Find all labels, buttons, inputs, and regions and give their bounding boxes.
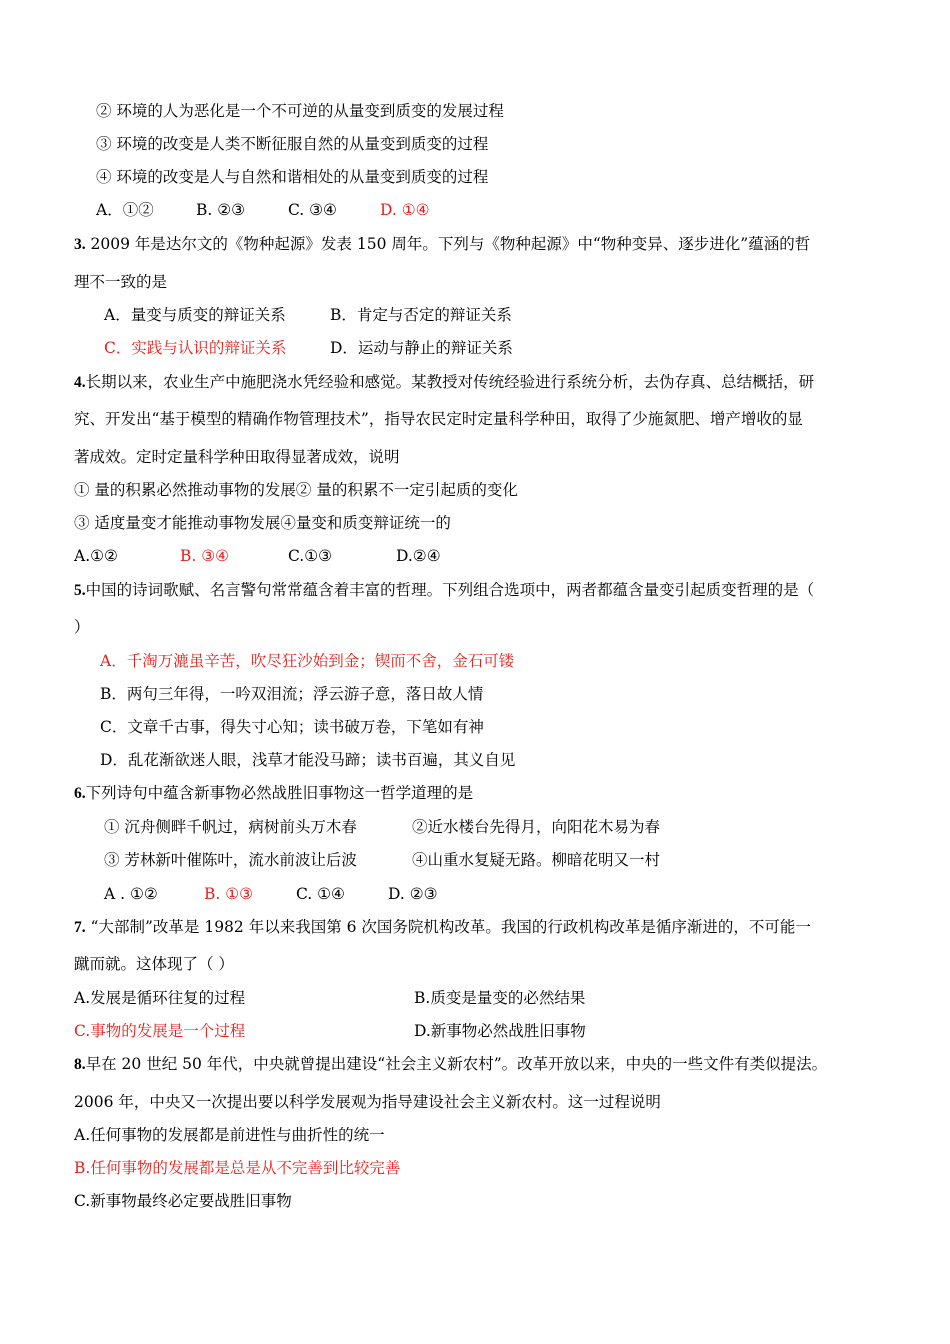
q6-stem: 6.下列诗句中蕴含新事物必然战胜旧事物这一哲学道理的是	[74, 784, 474, 802]
q6-option-a: A . ①②	[104, 885, 158, 903]
q6-option-d: D. ②③	[388, 885, 438, 903]
q2-options	[96, 200, 496, 220]
q7-option-d: D.新事物必然战胜旧事物	[414, 1022, 586, 1040]
q4-options	[74, 546, 574, 566]
q7-option-a: A.发展是循环往复的过程	[74, 989, 246, 1007]
q8-option-b-answer: B.任何事物的发展都是总是从不完善到比较完善	[74, 1159, 401, 1177]
q8-stem-line1: 8.早在 20 世纪 50 年代，中央就曾提出建设“社会主义新农村”。改革开放以来，中央的一些文件有类似提法。	[74, 1055, 828, 1073]
q2-option-a: A．①②	[96, 201, 154, 219]
q8-option-a: A.任何事物的发展都是前进性与曲折性的统一	[74, 1126, 385, 1144]
q5-option-b: B．两句三年得，一吟双泪流；浮云游子意，落日故人情	[100, 685, 484, 703]
q4-option-a: A.①②	[74, 547, 118, 565]
q2-item-4: ④ 环境的改变是人与自然和谐相处的从量变到质变的过程	[96, 168, 489, 186]
q3-options-row1	[104, 305, 604, 325]
q6-options	[104, 884, 504, 904]
q6-item-2: ②近水楼台先得月，向阳花木易为春	[412, 818, 661, 836]
q7-options-row1	[74, 988, 774, 1008]
q3-options-row2	[104, 338, 604, 358]
q3-stem-line2: 理不一致的是	[74, 273, 168, 291]
q4-items-line1: ① 量的积累必然推动事物的发展② 量的积累不一定引起质的变化	[74, 481, 518, 499]
q8-stem-line2: 2006 年，中央又一次提出要以科学发展观为指导建设社会主义新农村。这一过程说明	[74, 1093, 661, 1111]
q8-option-c: C.新事物最终必定要战胜旧事物	[74, 1192, 292, 1210]
q2-option-d-answer: D. ①④	[380, 201, 430, 219]
q3-option-d: D．运动与静止的辩证关系	[330, 339, 513, 357]
q4-option-b-answer: B. ③④	[180, 547, 230, 565]
q6-option-c: C. ①④	[296, 885, 345, 903]
q2-item-3: ③ 环境的改变是人类不断征服自然的从量变到质变的过程	[96, 135, 489, 153]
q7-option-b: B.质变是量变的必然结果	[414, 989, 586, 1007]
q5-stem-line1: 5.中国的诗词歌赋、名言警句常常蕴含着丰富的哲理。下列组合选项中，两者都蕴含量变引起质变哲理的是（	[74, 581, 815, 599]
q3-option-a: A．量变与质变的辩证关系	[104, 306, 286, 324]
q7-options-row2	[74, 1021, 774, 1041]
q4-items-line2: ③ 适度量变才能推动事物发展④量变和质变辩证统一的	[74, 514, 451, 532]
q5-option-d: D．乱花渐欲迷人眼，浅草才能没马蹄；读书百遍，其义自见	[100, 751, 516, 769]
q6-item-3: ③ 芳林新叶催陈叶，流水前波让后波	[104, 851, 357, 869]
q6-items-row1	[104, 817, 724, 837]
q4-number: 4.	[74, 374, 86, 391]
q6-option-b-answer: B. ①③	[204, 885, 254, 903]
q6-item-4: ④山重水复疑无路。柳暗花明又一村	[412, 851, 661, 869]
q7-stem-line1: 7. “大部制”改革是 1982 年以来我国第 6 次国务院机构改革。我国的行政机构改革是循序渐进的，不可能一	[74, 918, 811, 936]
q5-stem-line2: ）	[74, 618, 90, 636]
q5-option-a-answer: A．千淘万漉虽辛苦，吹尽狂沙始到金；锲而不舍，金石可镂	[100, 652, 515, 670]
q8-number: 8.	[74, 1056, 86, 1073]
q4-stem-line3: 著成效。定时定量科学种田取得显著成效，说明	[74, 448, 400, 466]
q2-option-c: C. ③④	[288, 201, 337, 219]
q3-option-b: B．肯定与否定的辩证关系	[330, 306, 512, 324]
q4-option-c: C.①③	[288, 547, 333, 565]
q5-option-c: C．文章千古事，得失寸心知；读书破万卷，下笔如有神	[100, 718, 484, 736]
q3-number: 3.	[74, 236, 86, 253]
q4-stem-line2: 究、开发出“基于模型的精确作物管理技术”，指导农民定时定量科学种田，取得了少施氮肥、增产增收的显	[74, 410, 803, 428]
q6-item-1: ① 沉舟侧畔千帆过，病树前头万木春	[104, 818, 357, 836]
q2-item-2: ② 环境的人为恶化是一个不可逆的从量变到质变的发展过程	[96, 102, 504, 120]
q2-option-b: B. ②③	[196, 201, 246, 219]
q7-number: 7.	[74, 919, 86, 936]
q3-option-c-answer: C．实践与认识的辩证关系	[104, 339, 287, 357]
q7-stem-line2: 蹴而就。这体现了（ ）	[74, 955, 234, 973]
q4-option-d: D.②④	[396, 547, 441, 565]
q6-number: 6.	[74, 785, 86, 802]
q6-items-row2	[104, 850, 724, 870]
q7-option-c-answer: C.事物的发展是一个过程	[74, 1022, 246, 1040]
q5-number: 5.	[74, 582, 86, 599]
q4-stem-line1: 4.长期以来，农业生产中施肥浇水凭经验和感觉。某教授对传统经验进行系统分析，去伪存真、总结概括，研	[74, 373, 815, 391]
q3-stem-line1: 3. 2009 年是达尔文的《物种起源》发表 150 周年。下列与《物种起源》中“物种变异、逐步进化”蕴涵的哲	[74, 235, 811, 253]
